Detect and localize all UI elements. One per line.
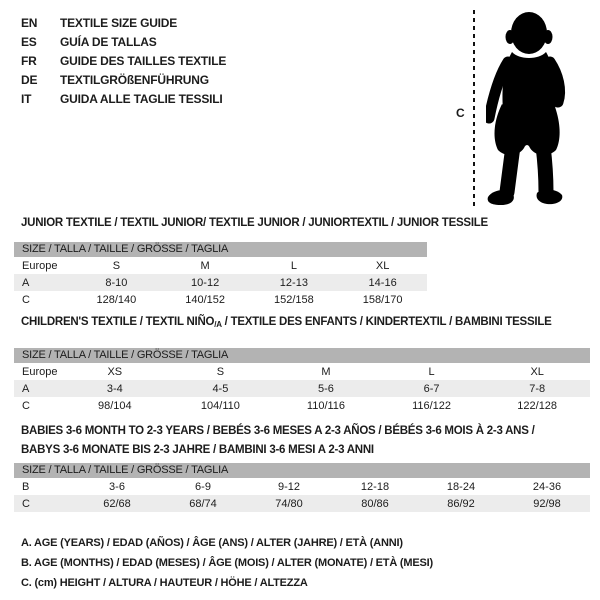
size-cell: 24-36: [532, 480, 562, 493]
table-row: [14, 291, 427, 308]
title-subscript: /A: [214, 320, 222, 329]
table-babies: [14, 463, 590, 512]
language-title: GUIDA ALLE TAGLIE TESSILI: [60, 91, 223, 106]
section-title-junior: JUNIOR TEXTILE / TEXTIL JUNIOR/ TEXTILE JUNIOR / JUNIORTEXTIL / JUNIOR TESSILE: [21, 217, 488, 229]
size-header-bar: SIZE / TALLA / TAILLE / GRÖSSE / TAGLIA: [14, 463, 590, 478]
table-row: [14, 274, 427, 291]
title-line: BABIES 3-6 MONTH TO 2-3 YEARS / BEBÉS 3-6 MESES A 2-3 AÑOS / BÉBÉS 3-6 MOIS À 2-3 ANS /: [21, 425, 535, 437]
table-row: [14, 363, 590, 380]
language-row: [21, 51, 226, 70]
size-cell: 128/140: [96, 293, 137, 306]
language-code: ES: [21, 34, 37, 49]
row-label: C: [22, 293, 30, 306]
size-cell: 110/116: [306, 399, 346, 412]
note-age-years: A. AGE (YEARS) / EDAD (AÑOS) / ÂGE (ANS) / ALTER (JAHRE) / ETÀ (ANNI): [21, 537, 403, 549]
size-cell: 10-12: [191, 276, 220, 289]
size-cell: 12-13: [279, 276, 308, 289]
size-cell: 140/152: [185, 293, 225, 306]
note-height-cm: C. (cm) HEIGHT / ALTURA / HAUTEUR / HÖHE / ALTEZZA: [21, 577, 308, 589]
size-cell: XL: [530, 365, 544, 378]
size-cell: 92/98: [533, 497, 561, 510]
language-code: IT: [21, 91, 32, 106]
size-cell: 104/110: [200, 399, 240, 412]
size-cell: 74/80: [275, 497, 303, 510]
language-title: GUÍA DE TALLAS: [60, 34, 157, 49]
size-cell: 14-16: [368, 276, 397, 289]
language-row: [21, 13, 226, 32]
size-cell: 6-7: [423, 382, 440, 395]
row-label: C: [22, 399, 30, 412]
language-row: [21, 32, 226, 51]
size-header-bar: SIZE / TALLA / TAILLE / GRÖSSE / TAGLIA: [14, 242, 427, 257]
size-cell: M: [321, 365, 331, 378]
size-cell: S: [216, 365, 225, 378]
size-cell: 7-8: [529, 382, 546, 395]
language-title: TEXTILGRÖßENFÜHRUNG: [60, 72, 209, 87]
size-cell: 3-4: [106, 382, 123, 395]
size-cell: 5-6: [318, 382, 334, 395]
size-cell: 80/86: [361, 497, 389, 510]
row-label: Europe: [22, 365, 58, 378]
size-cell: 116/122: [412, 399, 452, 412]
size-cell: 4-5: [212, 382, 229, 395]
language-row: [21, 89, 226, 108]
size-cell: 6-9: [195, 480, 211, 493]
table-row: [14, 380, 590, 397]
language-title: TEXTILE SIZE GUIDE: [60, 15, 178, 30]
size-cell: L: [290, 259, 297, 272]
section-title-babies: [21, 422, 535, 460]
title-text: CHILDREN'S TEXTILE / TEXTIL NIÑO: [21, 316, 215, 328]
size-cell: 3-6: [109, 480, 125, 493]
language-title: GUIDE DES TAILLES TEXTILE: [60, 53, 227, 68]
toddler-silhouette-icon: [486, 8, 578, 208]
size-cell: 158/170: [362, 293, 403, 306]
size-cell: 62/68: [103, 497, 131, 510]
size-cell: 86/92: [447, 497, 475, 510]
size-cell: S: [112, 259, 121, 272]
language-code: FR: [21, 53, 37, 68]
height-label: C: [456, 106, 465, 120]
size-cell: 152/158: [273, 293, 314, 306]
title-text: / TEXTILE DES ENFANTS / KINDERTEXTIL / BAMBINI TESSILE: [221, 316, 552, 328]
size-cell: 98/104: [97, 399, 132, 412]
size-cell: M: [200, 259, 210, 272]
title-line: BABYS 3-6 MONATE BIS 2-3 JAHRE / BAMBINI 3-6 MESI A 2-3 ANNI: [21, 444, 374, 456]
section-title-children: [21, 313, 552, 332]
table-children: [14, 348, 590, 414]
note-age-months: B. AGE (MONTHS) / EDAD (MESES) / ÂGE (MOIS) / ALTER (MONATE) / ETÀ (MESI): [21, 557, 433, 569]
table-junior: [14, 242, 427, 308]
size-cell: 68/74: [189, 497, 217, 510]
size-cell: 9-12: [277, 480, 301, 493]
size-header-bar: SIZE / TALLA / TAILLE / GRÖSSE / TAGLIA: [14, 348, 590, 363]
row-label: C: [22, 497, 30, 510]
language-row: [21, 70, 226, 89]
table-row: [14, 478, 590, 495]
language-code: DE: [21, 72, 38, 87]
row-label: Europe: [22, 259, 58, 272]
size-cell: L: [428, 365, 435, 378]
height-dashed-line: [473, 10, 475, 207]
size-cell: 12-18: [360, 480, 390, 493]
language-code: EN: [21, 15, 38, 30]
row-label: A: [22, 276, 30, 289]
language-guide-block: [21, 13, 226, 108]
row-label: B: [22, 480, 30, 493]
size-cell: 122/128: [517, 399, 558, 412]
size-cell: XS: [107, 365, 123, 378]
table-row: [14, 257, 427, 274]
size-cell: 18-24: [446, 480, 476, 493]
size-cell: XL: [375, 259, 390, 272]
table-row: [14, 397, 590, 414]
table-row: [14, 495, 590, 512]
row-label: A: [22, 382, 30, 395]
size-cell: 8-10: [105, 276, 128, 289]
